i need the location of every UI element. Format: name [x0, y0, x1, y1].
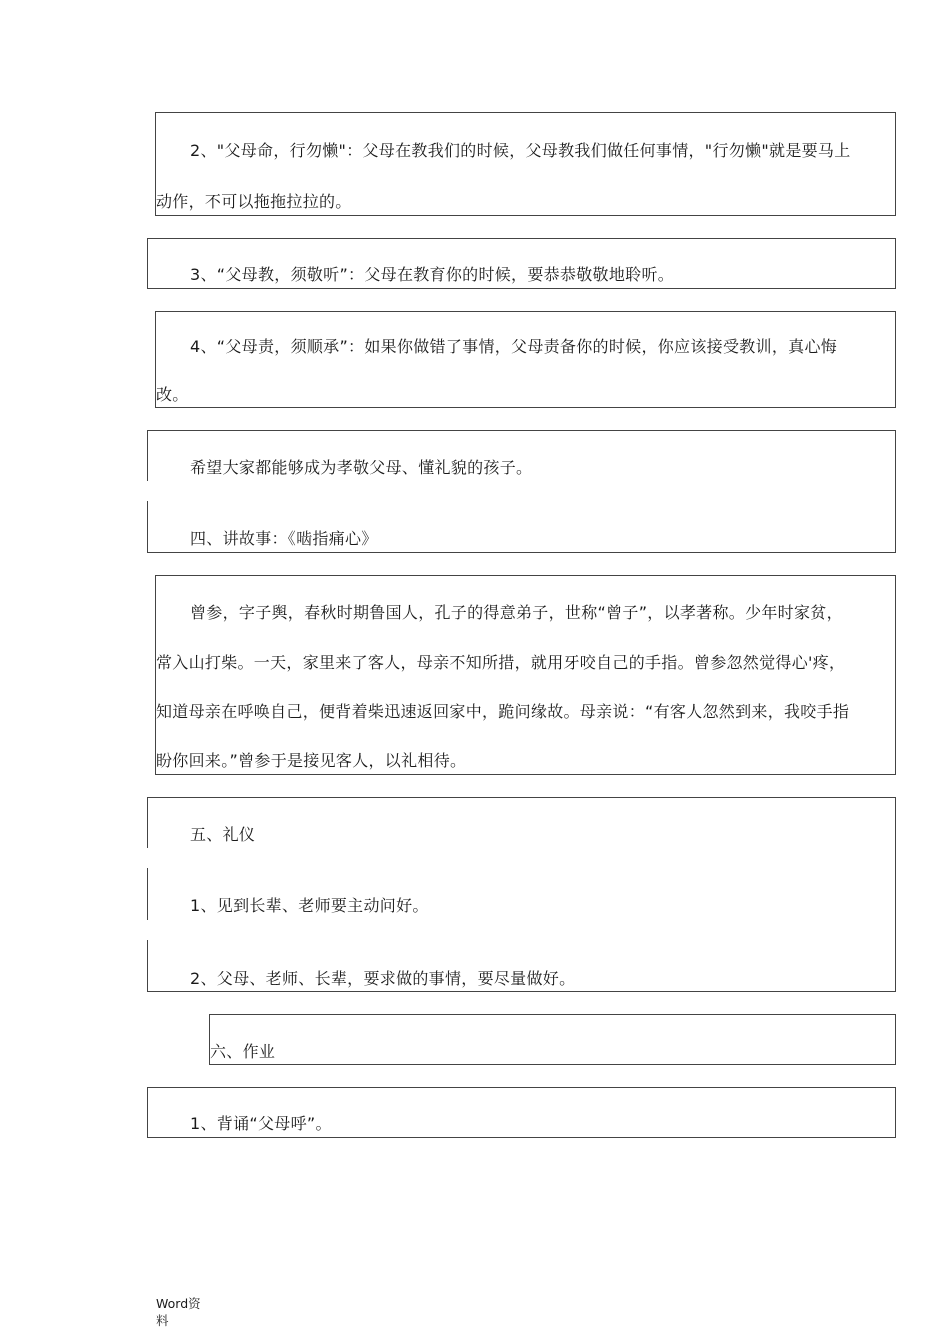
- paragraph-line: 知道母亲在呼唤自己，便背着柴迅速返回家中，跪问缘故。母亲说：“有客人忽然到来，我咬手指: [156, 702, 850, 721]
- paragraph-line: 动作，不可以拖拖拉拉的。: [156, 192, 352, 211]
- paragraph-line: 1、背诵“父母呼”。: [190, 1114, 332, 1133]
- paragraph-line: 4、“父母责，须顺承”：如果你做错了事情，父母责备你的时候，你应该接受教训，真心悔: [190, 337, 838, 356]
- paragraph-line: 2、"父母命，行勿懒"：父母在教我们的时候，父母教我们做任何事情，"行勿懒"就是要马上: [190, 141, 851, 160]
- paragraph-line: 改。: [156, 385, 189, 404]
- paragraph-line: 希望大家都能够成为孝敬父母、懂礼貌的孩子。: [190, 458, 533, 477]
- footer-line: 料: [156, 1313, 169, 1328]
- paragraph-line: 1、见到长辈、老师要主动问好。: [190, 896, 429, 915]
- text-block-3: [155, 311, 896, 408]
- margin-mark: [147, 920, 149, 940]
- paragraph-line: 曾参，字子舆，春秋时期鲁国人，孔子的得意弟子，世称“曾子”，以孝著称。少年时家贫，: [190, 603, 843, 622]
- paragraph-line: 盼你回来。”曾参于是接见客人，以礼相待。: [156, 751, 467, 770]
- paragraph-line: 2、父母、老师、长辈，要求做的事情，要尽量做好。: [190, 969, 576, 988]
- section-heading: 五、礼仪: [190, 825, 256, 844]
- margin-mark: [147, 848, 149, 868]
- text-block-7: [209, 1014, 896, 1065]
- paragraph-line: 常入山打柴。一天，家里来了客人，母亲不知所措，就用牙咬自己的手指。曾参忽然觉得心'疼，: [156, 653, 846, 672]
- section-heading: 四、讲故事：《啮指痛心》: [190, 529, 378, 548]
- margin-mark: [147, 481, 149, 501]
- page-footer: [156, 1295, 212, 1329]
- footer-line: Word资: [156, 1296, 201, 1311]
- paragraph-line: 3、“父母教，须敬听”：父母在教育你的时候，要恭恭敬敬地聆听。: [190, 265, 675, 284]
- section-heading: 六、作业: [210, 1042, 276, 1061]
